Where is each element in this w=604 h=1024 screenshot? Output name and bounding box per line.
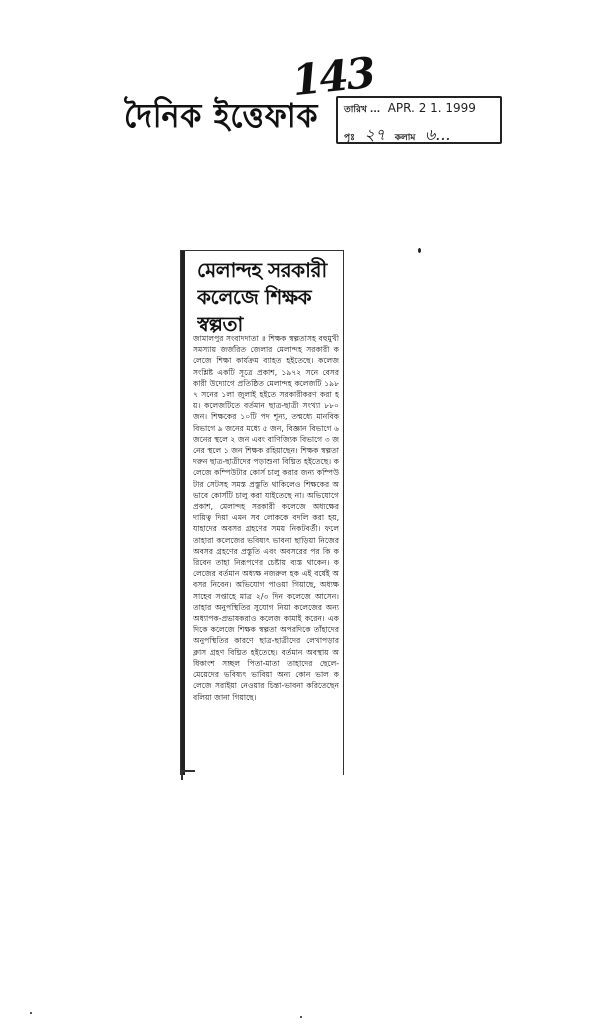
article-body: জামালপুর সংবাদদাতা ॥ শিক্ষক স্বল্পতাসহ বহুমুখী সমস্যায় জর্জরিত জেলার মেলান্দহ সরকারী কলেজে শিক্ষা কার্যক্রম ব্যাহত হইতেছে। কলেজ সংশ্লিষ্ট একটি সূত্রে প্রকাশ, ১৯৭২ সনে বেসরকারী উদ্যোগে প্রতিষ্ঠিত মেলান্দহ কলেজটি ১৯৮৭ সনের ১লা জুলাই হইতে সরকারীকরণ করা হয়। কলেজটিতে বর্তমান ছাত্র-ছাত্রী সংখ্যা ৮৮০ জন। শিক্ষকের ১০টি পদ শূন্য, তন্মধ্যে মানবিক বিভাগে ৯ জনের মধ্যে ৫ জন, বিজ্ঞান বিভাগে ৬ জনের স্থলে ২ জন এবং বাণিজ্যিক বিভাগে ৩ জনের স্থলে ১ জন শিক্ষক রহিয়াছেন। শিক্ষক স্বল্পতা দরুন ছাত্র-ছাত্রীদের পড়াশুনা বিঘ্নিত হইতেছে। কলেজে কম্পিউটার কোর্স চালু করার জন্য কম্পিউটার সেটসহ সমস্ত প্রস্তুতি থাকিলেও শিক্ষকের অভাবে কোর্সটি চালু করা যাইতেছে না। অভিযোগে প্রকাশ, মেলান্দহ সরকারী কলেজে অধ্যক্ষের দায়িত্ব দিয়া এমন সব লোককে বদলি করা হয়, যাহাদের অবসর গ্রহণের সময় নিকটবর্তী। ফলে তাহারা কলেজের ভবিষ্যৎ ভাবনা ছাড়িয়া নিজের অবসর গ্রহণের প্রস্তুতি এবং অবসরের পর কি করিবেন তাহা নিরূপণের চেষ্টায় ব্যস্ত থাকেন। কলেজের বর্তমান অধ্যক্ষ নজরুল হক এই বর্ষেই অবসর নিবেন। অভিযোগ পাওয়া গিয়াছে, অধ্যক্ষ সাহেব সপ্তাহে মাত্র ২/৩ দিন কলেজে আসেন। তাহার অনুপস্থিতির সুযোগ নিয়া কলেজের অন্য অধ্যাপক-প্রভাষকরাও কলেজ কামাই করেন। একদিকে কলেজে শিক্ষক স্বল্পতা অপরদিকে তাঁহাদের অনুপস্থিতির কারণে ছাত্র-ছাত্রীদের লেখাপড়ার ক্লাস গ্রহণ বিঘ্নিত হইতেছে। বর্তমান অবস্থায় অধিকাংশ সচ্ছল পিতা-মাতা তাহাদের ছেলে-মেয়েদের ভবিষ্যৎ ভাবিয়া অন্য কোন ভাল কলেজে সরাইয়া নেওয়ার চিন্তা-ভাবনা করিতেছেন বলিয়া জানা গিয়াছে। [193, 334, 339, 702]
headline-line-2: কলেজে শিক্ষক [197, 285, 312, 309]
scan-speck [300, 1016, 302, 1018]
stamp-page-label: পৃঃ [344, 133, 355, 143]
scan-speck [418, 248, 421, 253]
stamp-date-row [344, 101, 476, 117]
date-stamp [336, 96, 502, 144]
article-headline [197, 257, 341, 338]
stamp-date-value: APR. 2 1. 1999 [387, 101, 476, 115]
headline-line-1: মেলান্দহ সরকারী [197, 258, 327, 282]
stamp-column-value: ৬... [424, 125, 451, 144]
stamp-page-value: ২৭ [364, 125, 386, 144]
article-clipping [180, 250, 344, 775]
newspaper-masthead: দৈনিক ইত্তেফাক [124, 97, 319, 136]
clipping-corner-mark [181, 770, 195, 780]
stamp-page-row [344, 122, 457, 149]
headline-line-3: স্বল্পতা [197, 312, 243, 336]
stamp-column-label: কলাম [394, 133, 416, 143]
stamp-date-label: তারিখ ... [344, 105, 381, 115]
handwritten-archive-number: 143 [289, 47, 377, 106]
scan-speck [30, 1012, 32, 1014]
